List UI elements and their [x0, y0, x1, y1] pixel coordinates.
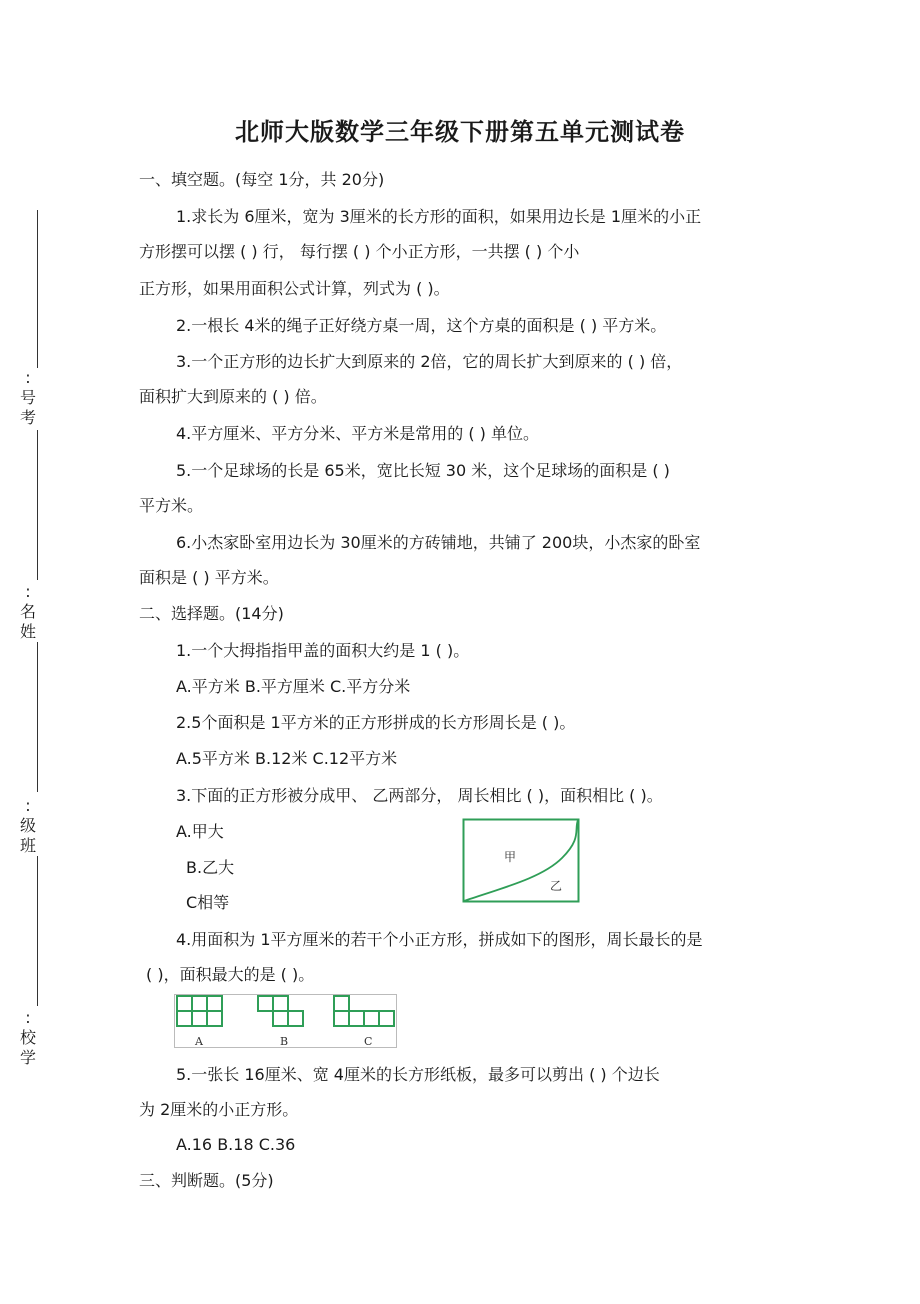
- side-label-name: [16, 582, 40, 642]
- shape-label-a: A: [195, 1035, 203, 1048]
- question-text: 面积扩大到原来的 ( ) 倍。: [139, 387, 327, 406]
- shape-label-b: B: [280, 1035, 289, 1048]
- shapes-figure: [174, 994, 398, 1050]
- question-text: 正方形，如果用面积公式计算，列式为 ( )。: [139, 279, 450, 298]
- question-text: 3.一个正方形的边长扩大到原来的 2倍，它的周长扩大到原来的 ( ) 倍，: [176, 352, 683, 371]
- side-label-dots: :: [25, 368, 31, 387]
- answer-options: A.5平方米 B.12米 C.12平方米: [176, 749, 398, 768]
- question-text: 面积是 ( ) 平方米。: [139, 568, 279, 587]
- shape-b: [258, 996, 303, 1026]
- answer-options: A.16 B.18 C.36: [176, 1135, 296, 1154]
- shape-c: [334, 996, 394, 1026]
- side-label-text: 号 考: [19, 388, 36, 427]
- side-label-text: 级 班: [19, 816, 36, 855]
- margin-rule: [37, 210, 38, 368]
- question-text: 5.一个足球场的长是 65米，宽比长短 30 米，这个足球场的面积是 ( ): [176, 461, 670, 480]
- question-text: 1.一个大拇指指甲盖的面积大约是 1 ( )。: [176, 641, 470, 660]
- question-text: 平方米。: [139, 496, 204, 515]
- question-text: 6.小杰家卧室用边长为 30厘米的方砖铺地，共铺了 200块，小杰家的卧室: [176, 533, 701, 552]
- side-label-exam-number: [16, 368, 40, 428]
- question-text: 为 2厘米的小正方形。: [139, 1100, 299, 1119]
- question-text: 2.5个面积是 1平方米的正方形拼成的长方形周长是 ( )。: [176, 713, 576, 732]
- margin-rule: [37, 642, 38, 792]
- answer-option: A.甲大: [176, 822, 224, 841]
- side-label-text: 名 姓: [19, 602, 36, 641]
- shape-a: [177, 996, 222, 1026]
- question-text: 1.求长为 6厘米，宽为 3厘米的长方形的面积，如果用边长是 1厘米的小正: [176, 207, 702, 226]
- question-text: 2.一根长 4米的绳子正好绕方桌一周，这个方桌的面积是 ( ) 平方米。: [176, 316, 667, 335]
- margin-rule: [37, 430, 38, 580]
- question-text: ( )，面积最大的是 ( )。: [146, 965, 315, 984]
- question-text: 5.一张长 16厘米、宽 4厘米的长方形纸板，最多可以剪出 ( ) 个边长: [176, 1065, 660, 1084]
- shape-label-c: C: [364, 1035, 373, 1048]
- question-text: 3.下面的正方形被分成甲、 乙两部分， 周长相比 ( )，面积相比 ( )。: [176, 786, 663, 805]
- side-label-class: [16, 796, 40, 856]
- margin-rule: [37, 856, 38, 1006]
- square-figure: [462, 818, 582, 904]
- side-label-school: [16, 1008, 40, 1068]
- side-label-text: 校 学: [19, 1028, 36, 1067]
- side-label-dots: :: [25, 582, 31, 601]
- section-heading: 二、选择题。(14分): [139, 604, 284, 623]
- answer-options: A.平方米 B.平方厘米 C.平方分米: [176, 677, 411, 696]
- question-text: 4.平方厘米、平方分米、平方米是常用的 ( ) 单位。: [176, 424, 540, 443]
- answer-option: B.乙大: [186, 858, 235, 877]
- question-text: 方形摆可以摆 ( ) 行， 每行摆 ( ) 个小正方形，一共摆 ( ) 个小: [139, 242, 580, 261]
- section-heading: 一、填空题。(每空 1分，共 20分): [139, 170, 385, 189]
- question-text: 4.用面积为 1平方厘米的若干个小正方形，拼成如下的图形，周长最长的是: [176, 930, 703, 949]
- answer-option: C相等: [186, 893, 230, 912]
- side-label-dots: :: [25, 1008, 31, 1027]
- label-yi: 乙: [550, 879, 563, 893]
- page-title: 北师大版数学三年级下册第五单元测试卷: [235, 118, 685, 146]
- section-heading: 三、判断题。(5分): [139, 1171, 274, 1190]
- side-label-dots: :: [25, 796, 31, 815]
- label-jia: 甲: [504, 850, 517, 864]
